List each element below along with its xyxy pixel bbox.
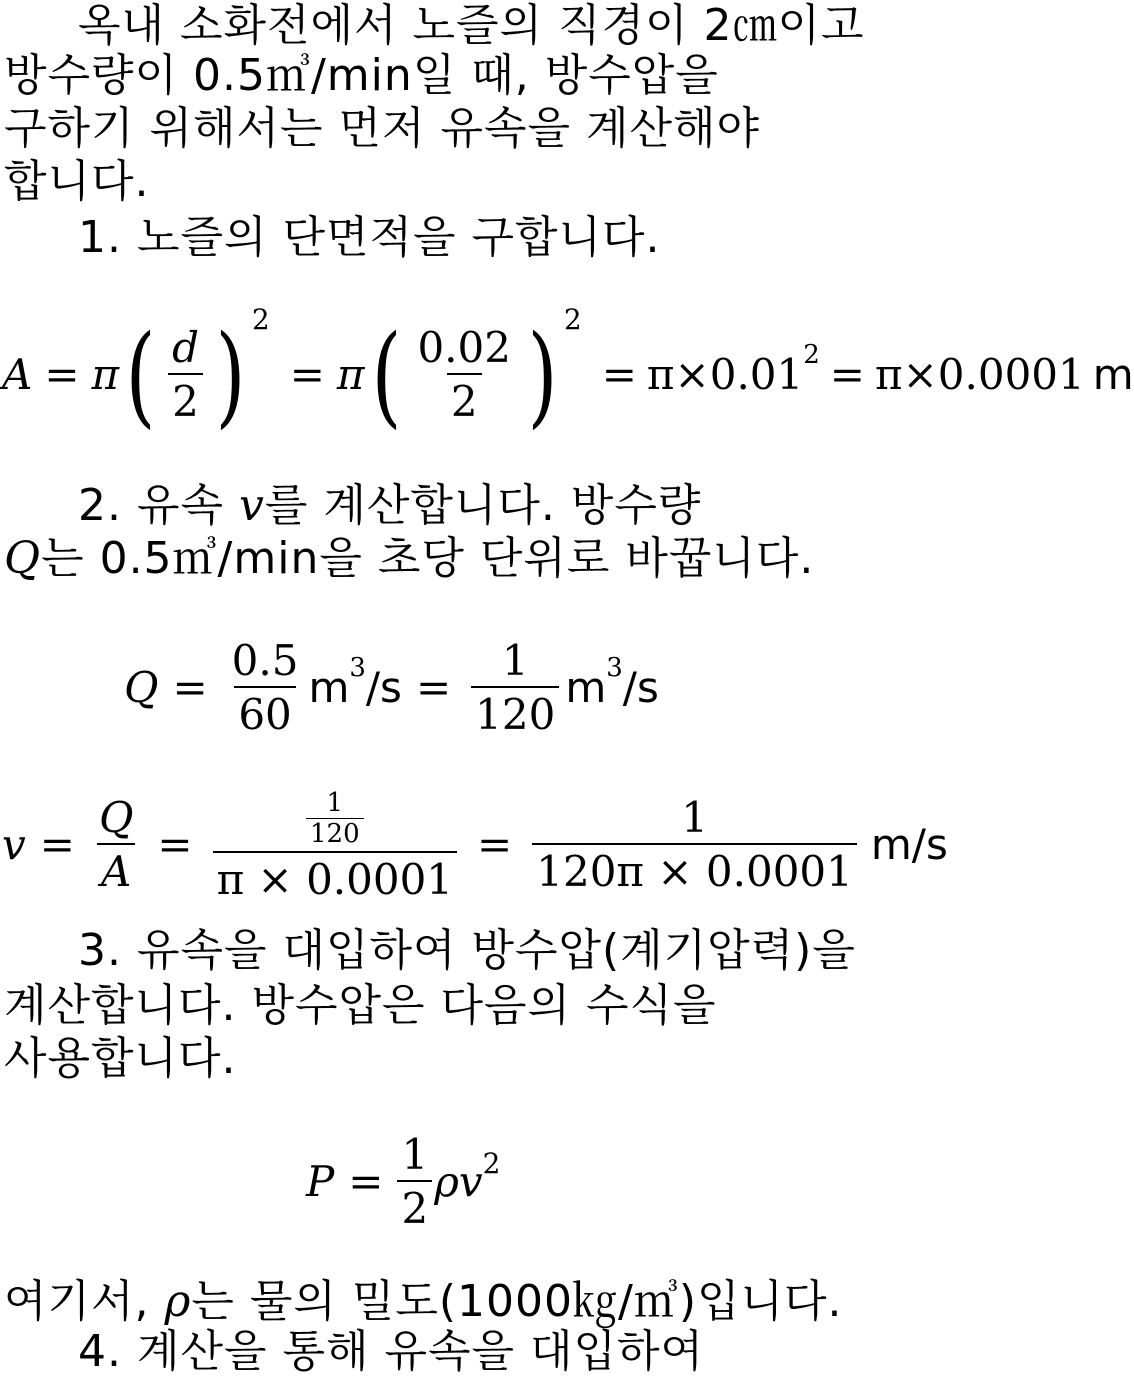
fraction-d-over-2: $\frac{d}{2}$ bbox=[168, 327, 203, 423]
fraction-1-over-2: $\frac{1}{2}$ bbox=[397, 1134, 432, 1230]
term-0.01-squared: $\pi\times 0.01^2$ bbox=[646, 340, 820, 399]
intro-line-3: 구하기 위해서는 먼저 유속을 계산해야 bbox=[4, 103, 761, 154]
step4-line-1: 4. 계산을 통해 유속을 대입하여 bbox=[78, 1326, 704, 1377]
step3-line-2: 계산합니다. 방수압은 다음의 수식을 bbox=[4, 980, 717, 1031]
fraction-nested: $\frac{\frac{1}{120}}{\pi \times 0.0001}$ bbox=[213, 790, 457, 901]
fraction-1-over-120-small: $\frac{1}{120}$ bbox=[306, 790, 364, 847]
pressure-formula: P = $\frac{1}{2}$ ρ v $^2$ bbox=[306, 1130, 501, 1233]
unit-m3-per-s: $m^3/s$ bbox=[308, 653, 402, 712]
step1-heading: 1. 노즐의 단면적을 구합니다. bbox=[78, 212, 661, 263]
equals-sign: = bbox=[44, 350, 80, 399]
equals-sign: = bbox=[829, 350, 865, 399]
unit-m3-per-s: $m^3/s$ bbox=[565, 653, 659, 712]
unit-m: m bbox=[1092, 350, 1134, 399]
unit-m-per-s: m/s bbox=[870, 820, 948, 869]
velocity-formula: v = $\frac{Q}{A}$ = $\frac{\frac{1}{120}}{\pi \times 0.0001}$ = $\frac{1}{120\pi \times 0.0001}$ m/s bbox=[2, 787, 948, 904]
intro-line-2: 방수량이 0.5㎥/min일 때, 방수압을 bbox=[4, 50, 719, 101]
fraction-0.02-over-2: $\frac{0.02}{2}$ bbox=[417, 323, 511, 426]
step3-line-3: 사용합니다. bbox=[4, 1033, 237, 1084]
step3-line-1: 3. 유속을 대입하여 방수압(계기압력)을 bbox=[78, 925, 856, 976]
equals-sign: = bbox=[601, 350, 637, 399]
fraction-1-over-120pi: $\frac{1}{120\pi \times 0.0001}$ bbox=[532, 797, 857, 893]
pi-symbol: π bbox=[336, 350, 365, 399]
equals-sign: = bbox=[289, 350, 325, 399]
area-formula: A = π ( $\frac{d}{2}$ ) 2 = π ( $\frac{0.02}{2}$ ) 2 = $\pi\times 0.01^2$ = π×0.0001 m bbox=[2, 303, 1134, 439]
exponent: 2 bbox=[251, 303, 270, 336]
flow-rate-formula: Q = $\frac{0.5}{60}$ $m^3/s$ = $\frac{1}{120}$ $m^3/s$ bbox=[124, 636, 659, 739]
density-note: 여기서, ρ는 물의 밀도(1000㎏/㎥)입니다. bbox=[4, 1276, 843, 1327]
term-0.0001: π×0.0001 bbox=[874, 350, 1085, 399]
step2-heading: 2. 유속 v를 계산합니다. 방수량 bbox=[78, 480, 702, 531]
intro-line-4: 합니다. bbox=[4, 156, 150, 207]
intro-line-1: 옥내 소화전에서 노즐의 직경이 2㎝이고 bbox=[78, 0, 865, 51]
fraction-0.5-over-60: $\frac{0.5}{60}$ bbox=[231, 636, 299, 739]
fraction-q-over-a: $\frac{Q}{A}$ bbox=[98, 793, 134, 896]
step2-line-2: Q는 0.5㎥/min을 초당 단위로 바꿉니다. bbox=[4, 533, 815, 584]
fraction-1-over-120: $\frac{1}{120}$ bbox=[471, 640, 559, 736]
rho-symbol: ρ bbox=[434, 1157, 459, 1206]
exponent: 2 bbox=[563, 303, 582, 336]
area-lhs: A bbox=[2, 350, 33, 399]
pi-symbol: π bbox=[91, 350, 120, 399]
